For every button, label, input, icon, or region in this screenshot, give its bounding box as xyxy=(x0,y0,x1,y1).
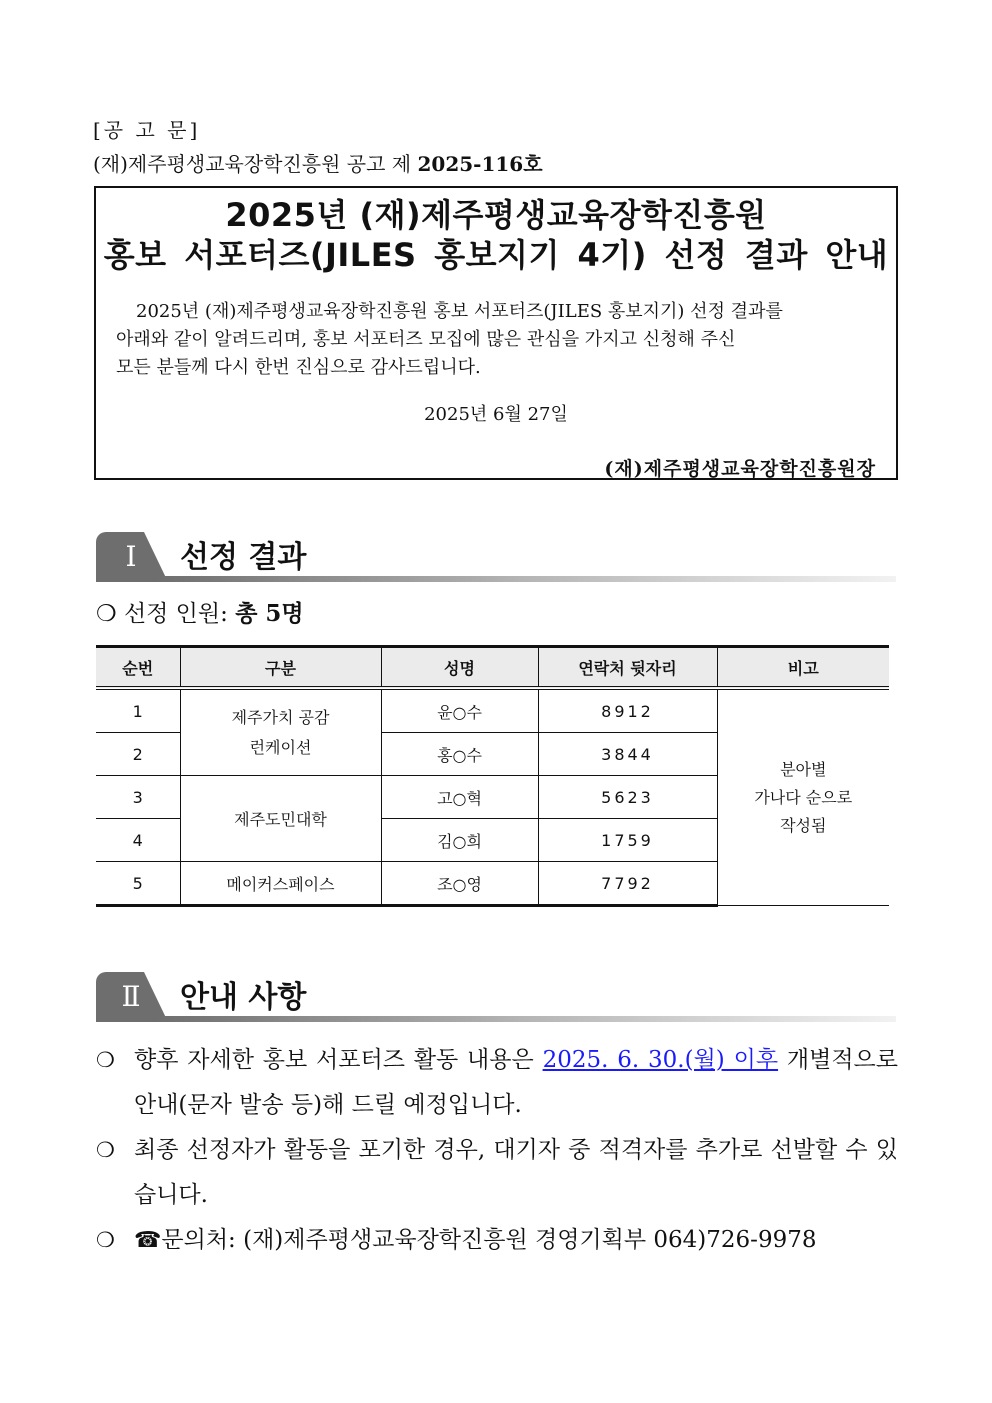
table-header-row xyxy=(96,647,889,689)
title-line-2: 홍보 서포터즈(JILES 홍보지기 4기) 선정 결과 안내 xyxy=(103,236,889,274)
row-name: 고○혁 xyxy=(381,776,538,819)
row-number: 3 xyxy=(96,776,180,819)
section-number: Ⅱ xyxy=(121,980,141,1013)
intro-paragraph xyxy=(116,298,876,382)
remark-line: 가나다 순으로 xyxy=(754,787,853,807)
category-cell: 제주도민대학 xyxy=(180,776,381,862)
guidance-list xyxy=(96,1038,898,1263)
intro-line-2: 아래와 같이 알려드리며, 홍보 서포터즈 모집에 많은 관심을 가지고 신청해 주신 xyxy=(116,329,736,350)
remark-line: 분아별 xyxy=(780,759,827,779)
row-phone: 7792 xyxy=(538,862,717,906)
header-number: 순번 xyxy=(96,647,180,689)
category-line: 제주가치 공감 xyxy=(231,707,330,727)
bullet-icon: ❍ xyxy=(96,601,117,627)
selection-count xyxy=(96,595,304,628)
bullet-icon: ❍ xyxy=(96,1048,115,1072)
section-title: 선정 결과 xyxy=(180,540,307,575)
row-number: 1 xyxy=(96,688,180,733)
row-number: 4 xyxy=(96,819,180,862)
row-name: 윤○수 xyxy=(381,688,538,733)
row-number: 2 xyxy=(96,733,180,776)
list-item xyxy=(96,1218,898,1263)
phone-icon: ☎ xyxy=(134,1228,162,1253)
list-item xyxy=(96,1128,898,1218)
item-text: 개별적으로 안내(문자 발송 등)해 드릴 예정입니다. xyxy=(134,1047,898,1118)
section-title: 안내 사항 xyxy=(180,980,307,1015)
notice-prefix: (재)제주평생교육장학진흥원 공고 제 xyxy=(93,152,418,176)
header-category: 구분 xyxy=(180,647,381,689)
table-row xyxy=(96,688,889,733)
category-line: 런케이션 xyxy=(249,737,312,757)
header-name: 성명 xyxy=(381,647,538,689)
count-label: 선정 인원: xyxy=(123,601,236,627)
count-value: 총 5명 xyxy=(235,600,304,627)
remark-cell xyxy=(717,688,889,906)
row-phone: 1759 xyxy=(538,819,717,862)
bullet-icon: ❍ xyxy=(96,1228,115,1252)
header-remark: 비고 xyxy=(717,647,889,689)
bullet-icon: ❍ xyxy=(96,1138,115,1162)
header-contact: 연락처 뒷자리 xyxy=(538,647,717,689)
announcement-box xyxy=(94,186,898,480)
row-name: 김○희 xyxy=(381,819,538,862)
section-rule xyxy=(156,1016,896,1022)
activity-date-link[interactable]: 2025. 6. 30.(월) 이후 xyxy=(542,1047,779,1073)
row-phone: 5623 xyxy=(538,776,717,819)
item-text: 향후 자세한 홍보 서포터즈 활동 내용은 xyxy=(134,1047,543,1073)
notice-number: 2025-116호 xyxy=(417,152,543,176)
issuing-organization: (재)제주평생교육장학진흥원장 xyxy=(604,458,876,480)
results-table xyxy=(96,645,889,907)
row-phone: 3844 xyxy=(538,733,717,776)
section-number: Ⅰ xyxy=(125,540,137,573)
announcement-date: 2025년 6월 27일 xyxy=(424,404,568,425)
intro-line-3: 모든 분들께 다시 한번 진심으로 감사드립니다. xyxy=(116,357,481,378)
notice-label: [공 고 문] xyxy=(93,118,201,142)
section-heading-1 xyxy=(96,532,896,582)
category-cell: 메이커스페이스 xyxy=(180,862,381,906)
item-text: 최종 선정자가 활동을 포기한 경우, 대기자 중 적격자를 추가로 선발할 수 있습니다. xyxy=(134,1137,898,1208)
row-name: 홍○수 xyxy=(381,733,538,776)
remark-line: 작성됨 xyxy=(780,815,827,835)
intro-line-1: 2025년 (재)제주평생교육장학진흥원 홍보 서포터즈(JILES 홍보지기) 선정 결과를 xyxy=(136,301,783,322)
section-rule xyxy=(156,576,896,582)
section-heading-2 xyxy=(96,972,896,1022)
title-line-1: 2025년 (재)제주평생교육장학진흥원 xyxy=(225,196,767,234)
item-text: 문의처: (재)제주평생교육장학진흥원 경영기획부 064)726-9978 xyxy=(161,1227,817,1253)
list-item xyxy=(96,1038,898,1128)
row-number: 5 xyxy=(96,862,180,906)
row-phone: 8912 xyxy=(538,688,717,733)
notice-number-line xyxy=(93,148,543,177)
row-name: 조○영 xyxy=(381,862,538,906)
category-cell xyxy=(180,688,381,776)
